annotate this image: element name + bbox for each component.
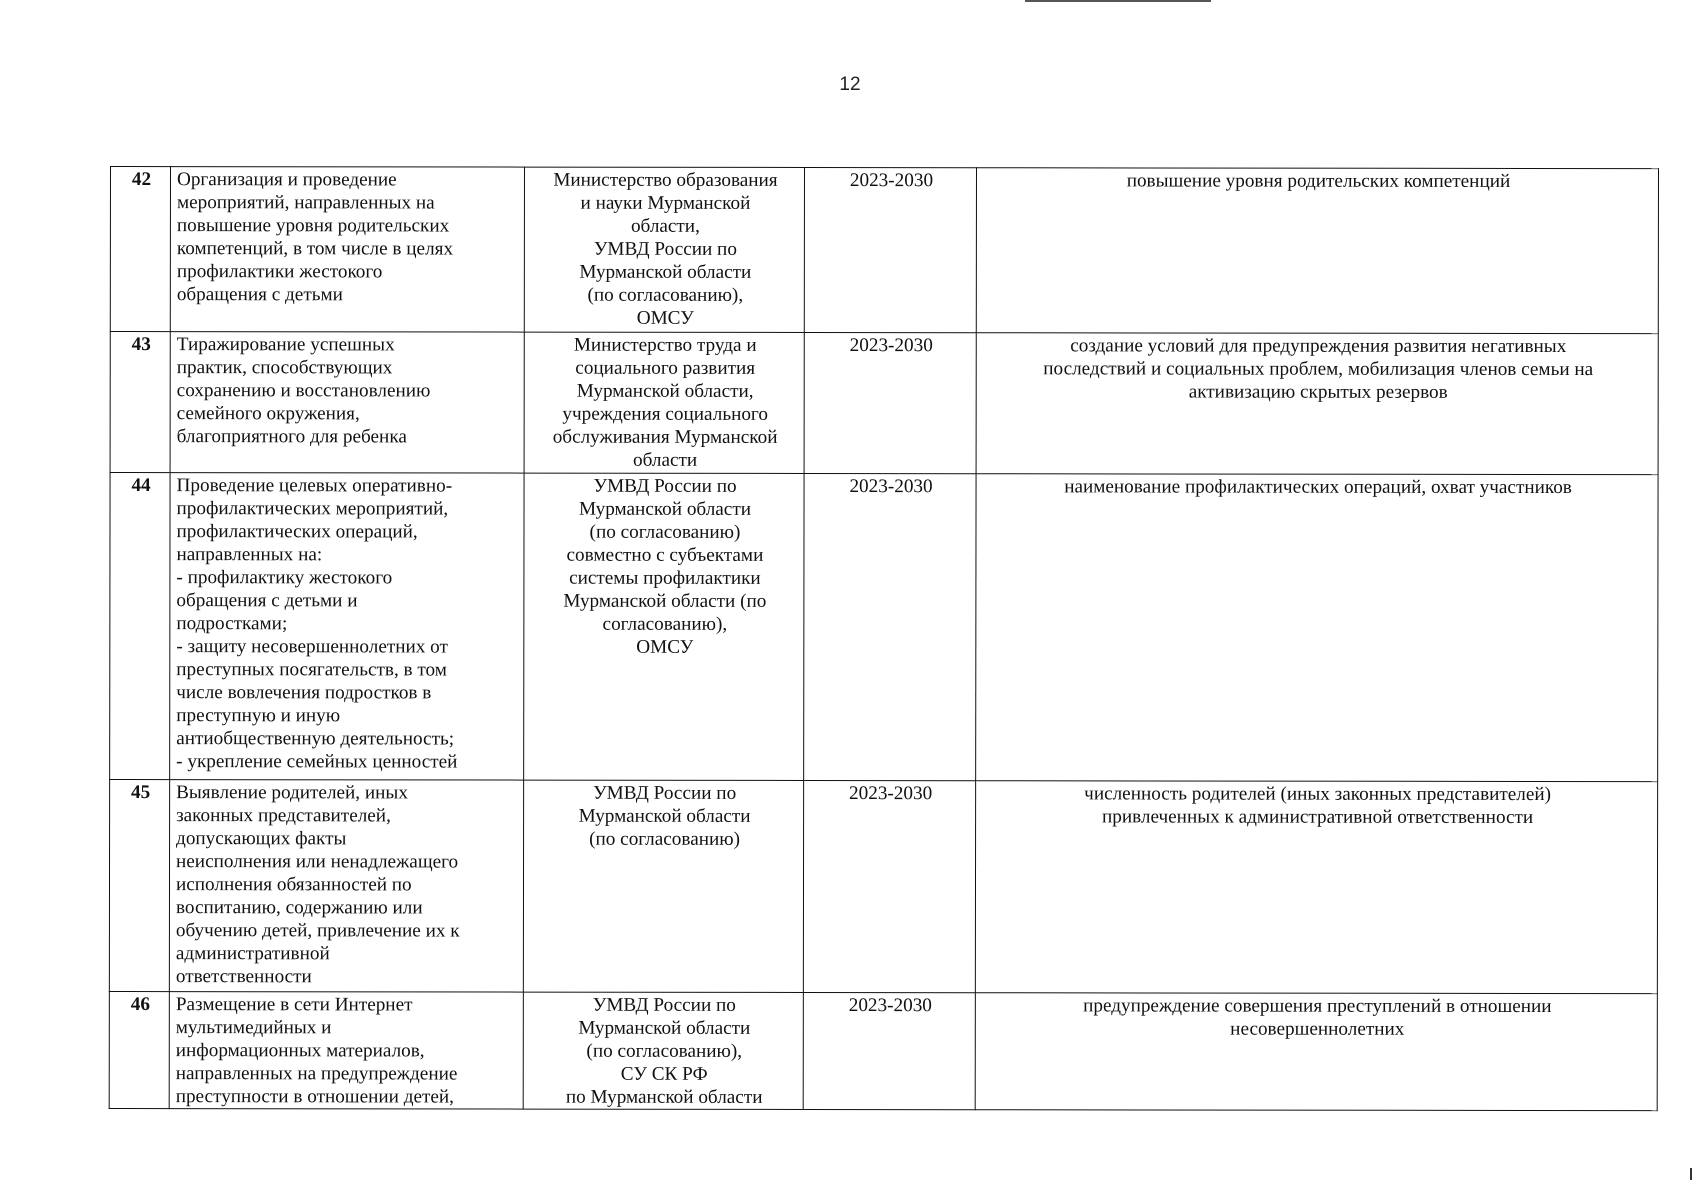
row-number: 43 <box>110 332 170 473</box>
responsible-executor: УМВД России по Мурманской области (по согласованию), СУ СК РФ по Мурманской области <box>523 992 803 1109</box>
row-number: 45 <box>109 780 169 992</box>
measure-description: Тиражирование успешных практик, способствующих сохранению и восстановлению семейного окружения, благоприятного для ребенка <box>170 332 524 473</box>
row-number: 42 <box>110 167 170 332</box>
implementation-period: 2023-2030 <box>804 473 976 780</box>
table-row <box>110 167 1658 334</box>
measure-description: Организация и проведение мероприятий, направленных на повышение уровня родительских компетенций, в том числе в целях профилактики жестокого обращения с детьми <box>170 167 524 332</box>
table-row <box>110 473 1658 782</box>
measures-table <box>109 166 1659 1111</box>
measure-description: Проведение целевых оперативно- профилактических мероприятий, профилактических операций, направленных на: - профилактику жестокого обращения с детьми и подростками; - защиту несовершеннолетних от преступных посягательств, в том числе вовлечения подростков в преступную и иную антиобщественную деятельность; - укрепление семейных ценностей <box>170 473 524 780</box>
implementation-period: 2023-2030 <box>803 780 975 992</box>
implementation-period: 2023-2030 <box>804 167 976 332</box>
expected-result: создание условий для предупреждения развития негативных последствий и социальных проблем, мобилизация членов семьи на активизацию скрытых резервов <box>976 333 1658 475</box>
row-number: 46 <box>109 991 169 1108</box>
responsible-executor: Министерство труда и социального развития Мурманской области, учреждения социального обслуживания Мурманской области <box>524 332 804 473</box>
responsible-executor: УМВД России по Мурманской области (по согласованию) <box>523 780 803 992</box>
measure-description: Размещение в сети Интернет мультимедийных и информационных материалов, направленных на предупреждение преступности в отношении детей, <box>169 992 523 1109</box>
implementation-period: 2023-2030 <box>804 332 976 473</box>
responsible-executor: Министерство образования и науки Мурманской области, УМВД России по Мурманской области (по согласованию), ОМСУ <box>524 167 804 332</box>
expected-result: наименование профилактических операций, охват участников <box>976 474 1658 782</box>
expected-result: предупреждение совершения преступлений в отношении несовершеннолетних <box>975 993 1657 1111</box>
table-row <box>109 780 1657 994</box>
table-row <box>109 991 1657 1110</box>
expected-result: численность родителей (иных законных представителей) привлеченных к административной ответственности <box>975 781 1657 994</box>
row-number: 44 <box>110 473 170 780</box>
responsible-executor: УМВД России по Мурманской области (по согласованию) совместно с субъектами системы профилактики Мурманской области (по согласованию), ОМСУ <box>524 473 804 780</box>
scan-artifact-line <box>1025 0 1211 2</box>
table-row <box>110 332 1658 475</box>
implementation-period: 2023-2030 <box>803 992 975 1109</box>
scan-artifact-edge <box>1690 1168 1692 1180</box>
page-number: 12 <box>839 74 861 95</box>
expected-result: повышение уровня родительских компетенций <box>976 168 1658 334</box>
measure-description: Выявление родителей, иных законных представителей, допускающих факты неисполнения или ненадлежащего исполнения обязанностей по воспитанию, содержанию или обучению детей, привлечение их к административной ответственности <box>169 780 523 992</box>
